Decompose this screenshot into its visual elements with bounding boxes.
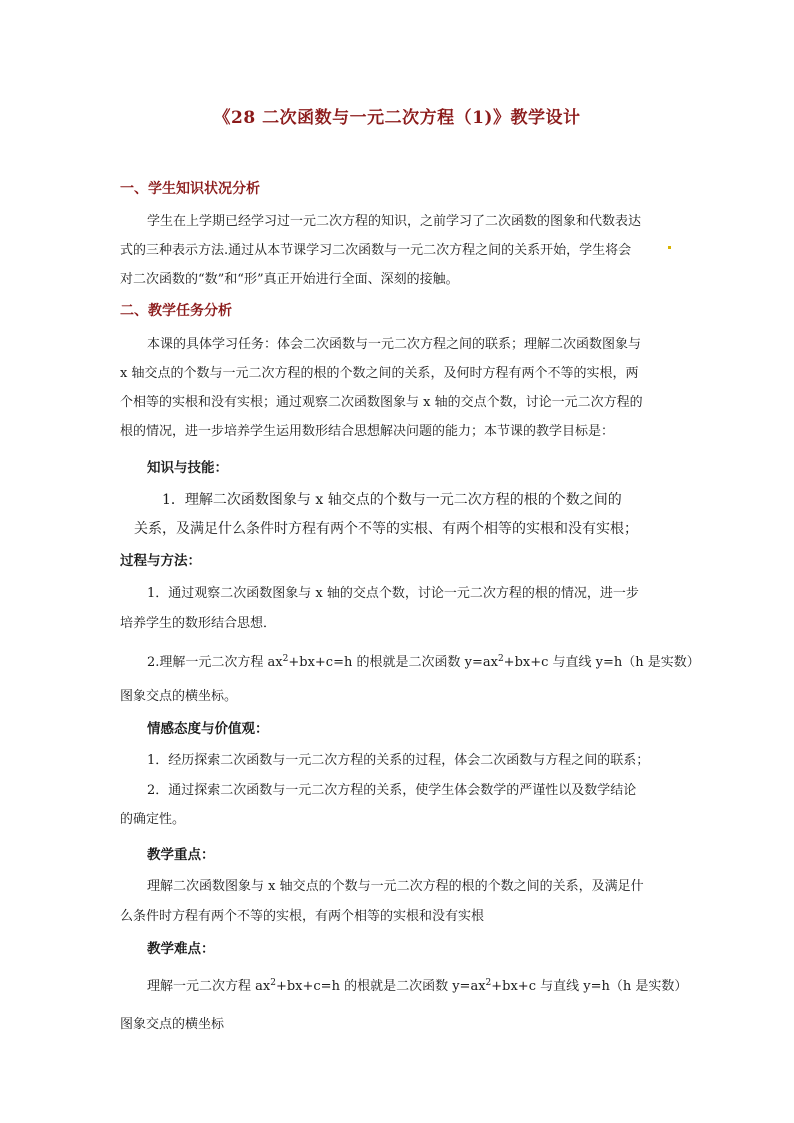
exponent: 2 — [485, 978, 492, 988]
exponent: 2 — [282, 654, 289, 664]
process-item-2-part-c: +bx+c 与直线 y=h（h 是实数） — [503, 655, 700, 670]
difficulty-tail: 图象交点的横坐标 — [120, 1017, 225, 1032]
s2-line-3: 个相等的实根和没有实根；通过观察二次函数图象与 x 轴的交点个数，讨论一元二次方程的 — [120, 395, 643, 410]
difficulty-heading: 教学难点： — [147, 941, 215, 957]
emotion-line-2: 2．通过探索二次函数与一元二次方程的关系，使学生体会数学的严谨性以及数学结论 — [147, 783, 637, 798]
section-2-heading: 二、教学任务分析 — [120, 303, 232, 319]
s1-line-1: 学生在上学期已经学习过一元二次方程的知识，之前学习了二次函数的图象和代数表达 — [147, 214, 642, 229]
s2-line-2: x 轴交点的个数与一元二次方程的根的个数之间的关系，及何时方程有两个不等的实根，两 — [120, 366, 639, 381]
process-line-2: 培养学生的数形结合思想． — [120, 616, 277, 631]
knowledge-heading: 知识与技能： — [147, 460, 228, 476]
process-item-2-part-a: 2.理解一元二次方程 ax — [147, 655, 283, 670]
process-item-2-tail: 图象交点的横坐标。 — [120, 689, 238, 704]
s2-line-1: 本课的具体学习任务：体会二次函数与一元二次方程之间的联系；理解二次函数图象与 — [147, 337, 642, 352]
exponent: 2 — [270, 978, 276, 988]
s1-line-2: 式的三种表示方法.通过从本节课学习二次函数与一元二次方程之间的关系开始，学生将会 — [120, 243, 632, 258]
difficulty-part-c: +bx+c 与直线 y=h（h 是实数） — [491, 979, 688, 994]
process-item-2-part-b: +bx+c=h 的根就是二次函数 y=ax — [288, 655, 498, 670]
process-heading: 过程与方法： — [120, 553, 201, 569]
knowledge-line-1: 1．理解二次函数图象与 x 轴交点的个数与一元二次方程的根的个数之间的 — [162, 492, 622, 508]
section-1-heading: 一、学生知识状况分析 — [120, 181, 260, 197]
process-item-2 — [147, 651, 700, 670]
difficulty-part-a: 理解一元二次方程 ax — [147, 979, 271, 994]
document-title: 《28 二次函数与一元二次方程（1)》教学设计 — [213, 108, 581, 128]
focus-heading: 教学重点： — [147, 847, 215, 863]
s2-line-4: 根的情况，进一步培养学生运用数形结合思想解决问题的能力；本节课的教学目标是： — [120, 424, 615, 439]
exponent: 2 — [497, 654, 504, 664]
difficulty-part-b: +bx+c=h 的根就是二次函数 y=ax — [275, 979, 486, 994]
emotion-line-3: 的确定性。 — [120, 812, 186, 827]
difficulty-line — [147, 975, 687, 994]
focus-line-1: 理解二次函数图象与 x 轴交点的个数与一元二次方程的根的个数之间的关系，及满足什 — [147, 879, 644, 894]
knowledge-line-2: 关系，及满足什么条件时方程有两个不等的实根、有两个相等的实根和没有实根； — [134, 521, 638, 537]
emotion-line-1: 1．经历探索二次函数与一元二次方程的关系的过程，体会二次函数与方程之间的联系； — [147, 753, 650, 768]
s1-line-3: 对二次函数的“数”和“形”真正开始进行全面、深刻的接触。 — [120, 272, 459, 287]
highlight-dot — [668, 246, 671, 249]
process-line-1: 1．通过观察二次函数图象与 x 轴的交点个数，讨论一元二次方程的根的情况，进一步 — [147, 586, 639, 601]
focus-line-2: 么条件时方程有两个不等的实根，有两个相等的实根和没有实根 — [120, 909, 485, 924]
emotion-heading: 情感态度与价值观： — [147, 721, 269, 737]
